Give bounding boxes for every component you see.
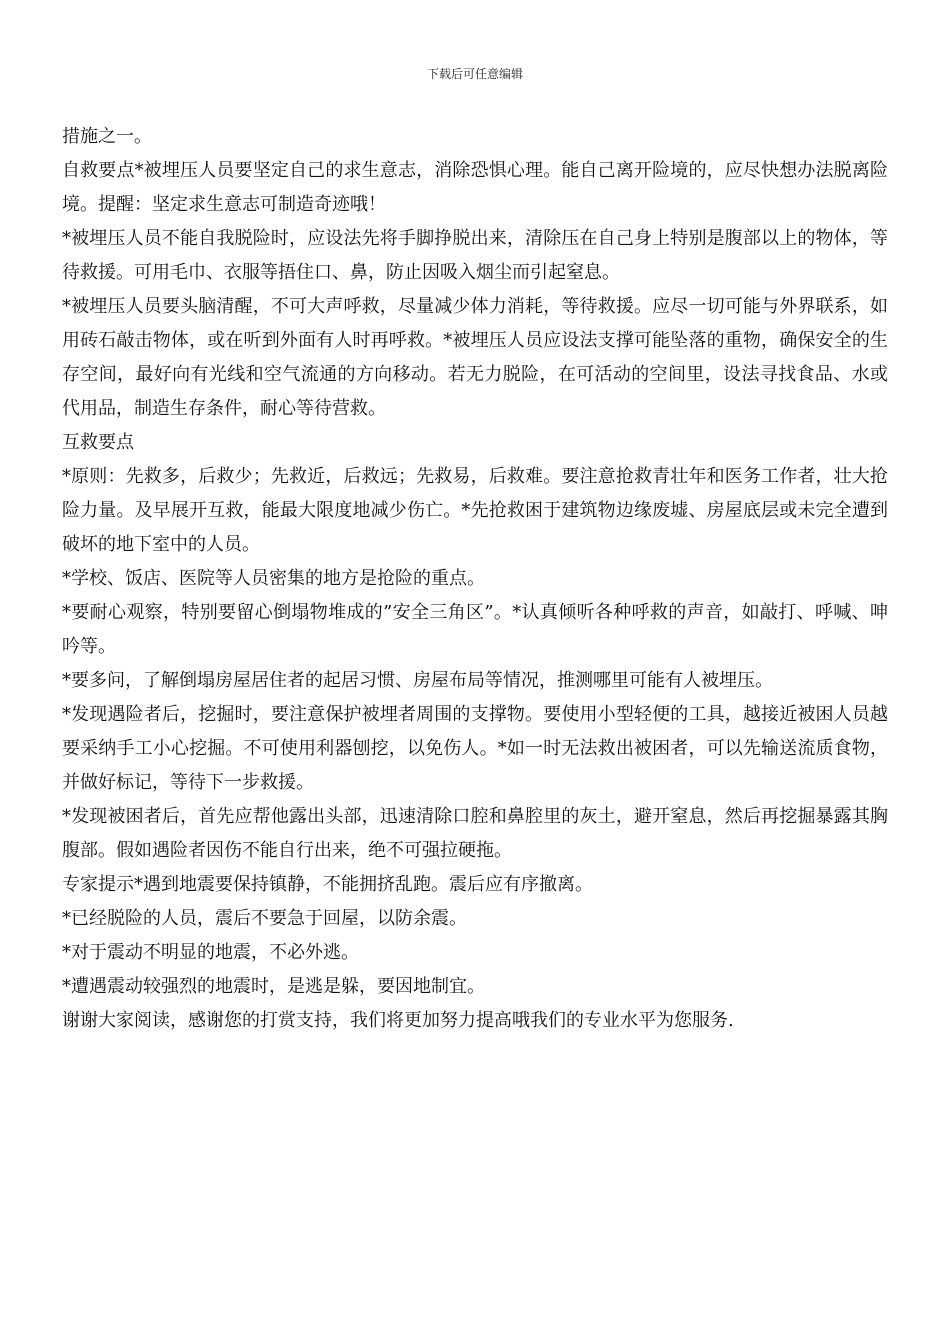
paragraph-strong-quake: *遭遇震动较强烈的地震时，是逃是躲，要因地制宜。	[62, 976, 485, 997]
paragraph-thanks: 谢谢大家阅读，感谢您的打赏支持，我们将更加努力提高哦我们的专业水平为您服务.	[62, 1010, 734, 1031]
document-body	[62, 120, 888, 1038]
paragraph-aftershock: *已经脱险的人员，震后不要急于回屋，以防余震。	[62, 908, 467, 929]
paragraph-stay-calm: *被埋压人员要头脑清醒，不可大声呼救，尽量减少体力消耗，等待救援。应尽一切可能与外界联系，如用砖石敲击物体，或在听到外面有人时再呼救。*被埋压人员应设法支撑可能坠落的重物，确保安全的生存空间，最好向有光线和空气流通的方向移动。若无力脱险，在可活动的空间里，设法寻找食品、水或代用品，制造生存条件，耐心等待营救。	[62, 296, 888, 419]
paragraph-measures: 措施之一。	[62, 126, 152, 147]
paragraph-expose-head: *发现被困者后，首先应帮他露出头部，迅速清除口腔和鼻腔里的灰土，避开窒息，然后再挖掘暴露其胸腹部。假如遇险者因伤不能自行出来，绝不可强拉硬拖。	[62, 806, 888, 861]
page-header: 下载后可任意编辑	[426, 67, 523, 81]
section-heading-mutual-rescue: 互救要点	[62, 432, 134, 453]
paragraph-self-rescue-points: 自救要点*被埋压人员要坚定自己的求生意志，消除恐惧心理。能自己离开险境的，应尽快想办法脱离险境。提醒：坚定求生意志可制造奇迹哦！	[62, 160, 888, 215]
paragraph-observe: *要耐心观察，特别要留心倒塌物堆成的”安全三角区”。*认真倾听各种呼救的声音，如敲打、呼喊、呻吟等。	[62, 602, 888, 657]
paragraph-principles: *原则：先救多，后救少；先救近，后救远；先救易，后救难。要注意抢救青壮年和医务工作者，壮大抢险力量。及早展开互救，能最大限度地减少伤亡。*先抢救困于建筑物边缘废墟、房屋底层或未完全遭到破坏的地下室中的人员。	[62, 466, 888, 555]
paragraph-dense-places: *学校、饭店、医院等人员密集的地方是抢险的重点。	[62, 568, 485, 589]
paragraph-expert-tips: 专家提示*遇到地震要保持镇静，不能拥挤乱跑。震后应有序撤离。	[62, 874, 593, 895]
paragraph-ask: *要多问，了解倒塌房屋居住者的起居习惯、房屋布局等情况，推测哪里可能有人被埋压。	[62, 670, 773, 691]
paragraph-mild-quake: *对于震动不明显的地震，不必外逃。	[62, 942, 359, 963]
paragraph-free-limbs: *被埋压人员不能自我脱险时，应设法先将手脚挣脱出来，清除压在自己身上特别是腹部以上的物体，等待救援。可用毛巾、衣服等捂住口、鼻，防止因吸入烟尘而引起窒息。	[62, 228, 888, 283]
paragraph-digging: *发现遇险者后，挖掘时，要注意保护被埋者周围的支撑物。要使用小型轻便的工具，越接近被困人员越要采纳手工小心挖掘。不可使用利器刨挖，以免伤人。*如一时无法救出被困者，可以先输送流质食物，并做好标记，等待下一步救援。	[62, 704, 888, 793]
